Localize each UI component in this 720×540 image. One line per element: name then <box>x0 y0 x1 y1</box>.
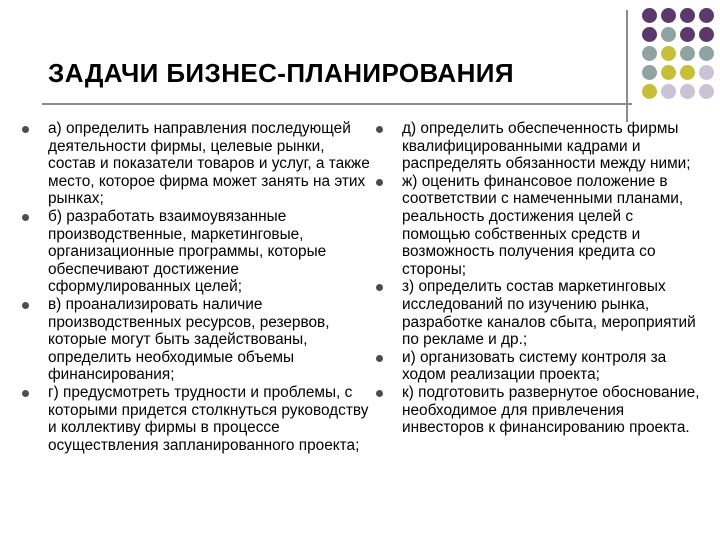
decorative-dot <box>699 27 714 42</box>
bullet-icon <box>376 390 383 397</box>
decorative-dot-grid <box>642 8 718 120</box>
list-item <box>22 384 370 454</box>
decorative-dot <box>642 84 657 99</box>
decorative-dot <box>661 84 676 99</box>
decorative-dot <box>661 46 676 61</box>
decorative-dot <box>699 65 714 80</box>
list-item-text: д) определить обеспеченность фирмы квалифицированными кадрами и распределять обязанности между ними; <box>402 120 691 173</box>
list-item <box>376 278 700 348</box>
list-item-text: а) определить направления последующей деятельности фирмы, целевые рынки, состав и показатели товаров и услуг, а также место, которое фирма может занять на этих рынках; <box>48 120 370 208</box>
list-item-text: б) разработать взаимоувязанные производственные, маркетинговые, организационные программы, которые обеспечивают достижение сформулированных целей; <box>48 207 327 296</box>
decorative-dot <box>699 8 714 23</box>
decorative-dot <box>680 84 695 99</box>
left-task-list <box>22 120 370 454</box>
decorative-dot <box>699 84 714 99</box>
decorative-dot <box>680 8 695 23</box>
list-item-text: з) определить состав маркетинговых исследований по изучению рынка, разработке каналов сбыта, мероприятий по рекламе и др.; <box>402 278 696 349</box>
decorative-dot <box>680 65 695 80</box>
list-item-text: г) предусмотреть трудности и проблемы, с которыми придется столкнуться руководству и коллективу фирмы в процессе осуществления запланированного проекта; <box>48 383 369 454</box>
bullet-icon <box>376 284 383 291</box>
title-underline <box>42 103 632 105</box>
decorative-dot <box>642 65 657 80</box>
list-item-text: ж) оценить финансовое положение в соответствии с намеченными планами, реальность достижения целей с помощью собственных средств и возможность получения кредита со стороны; <box>402 172 684 278</box>
list-item-text: в) проанализировать наличие производственных ресурсов, резервов, которые могут быть задействованы, определить необходимые объемы финансирования; <box>48 295 330 384</box>
list-item <box>22 296 370 384</box>
list-item <box>376 384 700 437</box>
bullet-icon <box>22 214 29 221</box>
bullet-icon <box>22 126 29 133</box>
list-item <box>376 349 700 384</box>
list-item <box>22 208 370 296</box>
list-item-text: и) организовать систему контроля за ходом реализации проекта; <box>402 348 667 384</box>
slide-title: ЗАДАЧИ БИЗНЕС-ПЛАНИРОВАНИЯ <box>48 58 514 88</box>
list-item <box>376 173 700 279</box>
decorative-dot <box>699 46 714 61</box>
decorative-dot <box>642 46 657 61</box>
vertical-divider <box>626 10 628 122</box>
bullet-icon <box>376 355 383 362</box>
decorative-dot <box>680 46 695 61</box>
decorative-dot <box>680 27 695 42</box>
list-item <box>22 120 370 208</box>
decorative-dot <box>642 8 657 23</box>
list-item-text: к) подготовить развернутое обоснование, необходимое для привлечения инвесторов к финансированию проекта. <box>402 383 700 437</box>
list-item <box>376 120 700 173</box>
bullet-icon <box>376 126 383 133</box>
bullet-icon <box>22 302 29 309</box>
right-task-list <box>376 120 700 437</box>
decorative-dot <box>661 27 676 42</box>
decorative-dot <box>642 27 657 42</box>
bullet-icon <box>22 390 29 397</box>
decorative-dot <box>661 65 676 80</box>
bullet-icon <box>376 179 383 186</box>
decorative-dot <box>661 8 676 23</box>
